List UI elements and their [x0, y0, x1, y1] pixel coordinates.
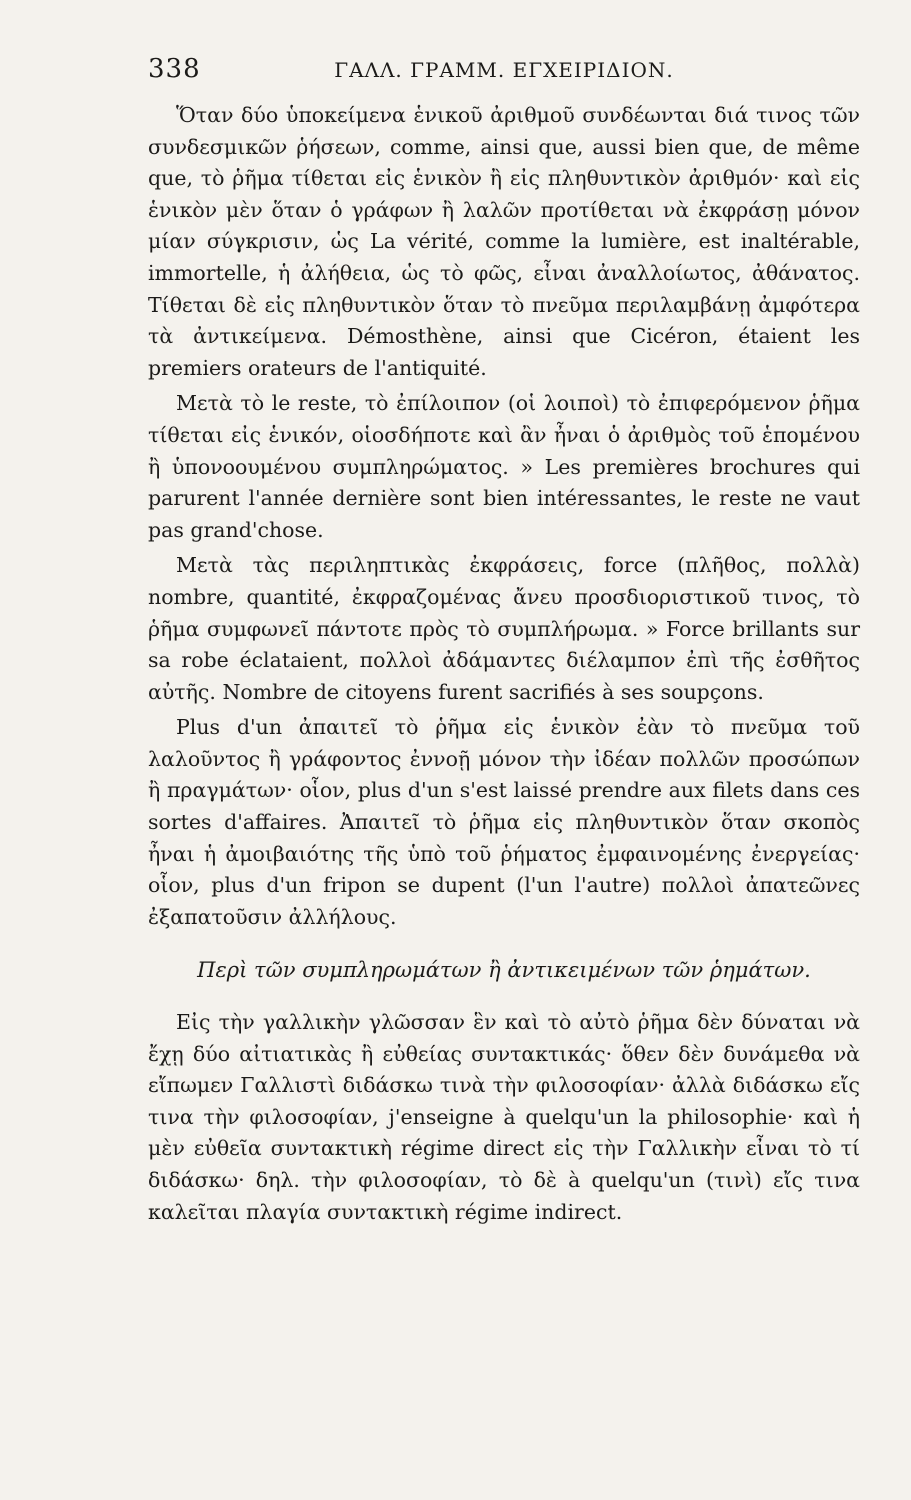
- paragraph: Plus d'un ἀπαιτεῖ τὸ ῥῆμα εἰς ἑνικὸν ἐὰν τὸ πνεῦμα τοῦ λαλοῦντος ἢ γράφοντος ἐννοῇ μόνον τὴν ἰδέαν πολλῶν προσώπων ἢ πραγμάτων· οἷον, plus d'un s'est laissé prendre aux filets dans ces sortes d'affaires. Ἀπαιτεῖ τὸ ῥῆμα εἰς πληθυντικὸν ὅταν σκοπὸς ἦναι ἡ ἀμοιβαιότης τῆς ὑπὸ τοῦ ῥήματος ἐμφαινομένης ἐνεργείας· οἷον, plus d'un fripon se dupent (l'un l'autre) πολλοὶ ἀπατεῶνες ἐξαπατοῦσιν ἀλλήλους.: [148, 715, 860, 929]
- paragraph: Εἰς τὴν γαλλικὴν γλῶσσαν ἓν καὶ τὸ αὐτὸ ῥῆμα δὲν δύναται νὰ ἔχῃ δύο αἰτιατικὰς ἢ εὐθείας συντακτικάς· ὅθεν δὲν δυνάμεθα νὰ εἴπωμεν Γαλλιστὶ διδάσκω τινὰ τὴν φιλοσοφίαν· ἀλλὰ διδάσκω εἴς τινα τὴν φιλοσοφίαν, j'enseigne à quelqu'un la philosophie· καὶ ἡ μὲν εὐθεῖα συντακτικὴ régime direct εἰς τὴν Γαλλικὴν εἶναι τὸ τί διδάσκω· δηλ. τὴν φιλοσοφίαν, τὸ δὲ à quelqu'un (τινὶ) εἴς τινα καλεῖται πλαγία συντακτικὴ régime indirect.: [148, 1010, 860, 1224]
- paragraph: Μετὰ τὸ le reste, τὸ ἐπίλοιπον (οἱ λοιποὶ) τὸ ἐπιφερόμενον ῥῆμα τίθεται εἰς ἑνικόν, οἱοσδήποτε καὶ ἂν ἦναι ὁ ἀριθμὸς τοῦ ἑπομένου ἢ ὑπονοουμένου συμπληρώματος. » Les premières brochures qui parurent l'année dernière sont bien intéressantes, le reste ne vaut pas grand'chose.: [148, 391, 860, 542]
- page-number: 338: [148, 54, 201, 84]
- paragraph: Μετὰ τὰς περιληπτικὰς ἐκφράσεις, force (πλῆθος, πολλὰ) nombre, quantité, ἐκφραζομένας ἄνευ προσδιοριστικοῦ τινος, τὸ ῥῆμα συμφωνεῖ πάντοτε πρὸς τὸ συμπλήρωμα. » Force brillants sur sa robe éclataient, πολλοὶ ἀδάμαντες διέλαμπον ἐπὶ τῆς ἐσθῆτος αὐτῆς. Nombre de citoyens furent sacrifiés à ses soupçons.: [148, 553, 860, 704]
- paragraph: Ὅταν δύο ὑποκείμενα ἑνικοῦ ἀριθμοῦ συνδέωνται διά τινος τῶν συνδεσμικῶν ῥήσεων, comme, ainsi que, aussi bien que, de même que, τὸ ῥῆμα τίθεται εἰς ἑνικὸν ἢ εἰς πληθυντικὸν ἀριθμόν· καὶ εἰς ἑνικὸν μὲν ὅταν ὁ γράφων ἢ λαλῶν προτίθεται νὰ ἐκφράσῃ μόνον μίαν σύγκρισιν, ὡς La vérité, comme la lumière, est inaltérable, immortelle, ἡ ἀλήθεια, ὡς τὸ φῶς, εἶναι ἀναλλοίωτος, ἀθάνατος. Τίθεται δὲ εἰς πληθυντικὸν ὅταν τὸ πνεῦμα περιλαμβάνῃ ἀμφότερα τὰ ἀντικείμενα. Démosthène, ainsi que Cicéron, étaient les premiers orateurs de l'antiquité.: [148, 103, 860, 380]
- page-body: [148, 100, 860, 1228]
- page-header: [148, 48, 860, 88]
- section-heading: Περὶ τῶν συμπληρωμάτων ἢ ἀντικειμένων τῶν ῥημάτων.: [197, 958, 811, 983]
- running-title: ΓΑΛΛ. ΓΡΑΜΜ. ΕΓΧΕΙΡΙΔΙΟΝ.: [334, 58, 674, 82]
